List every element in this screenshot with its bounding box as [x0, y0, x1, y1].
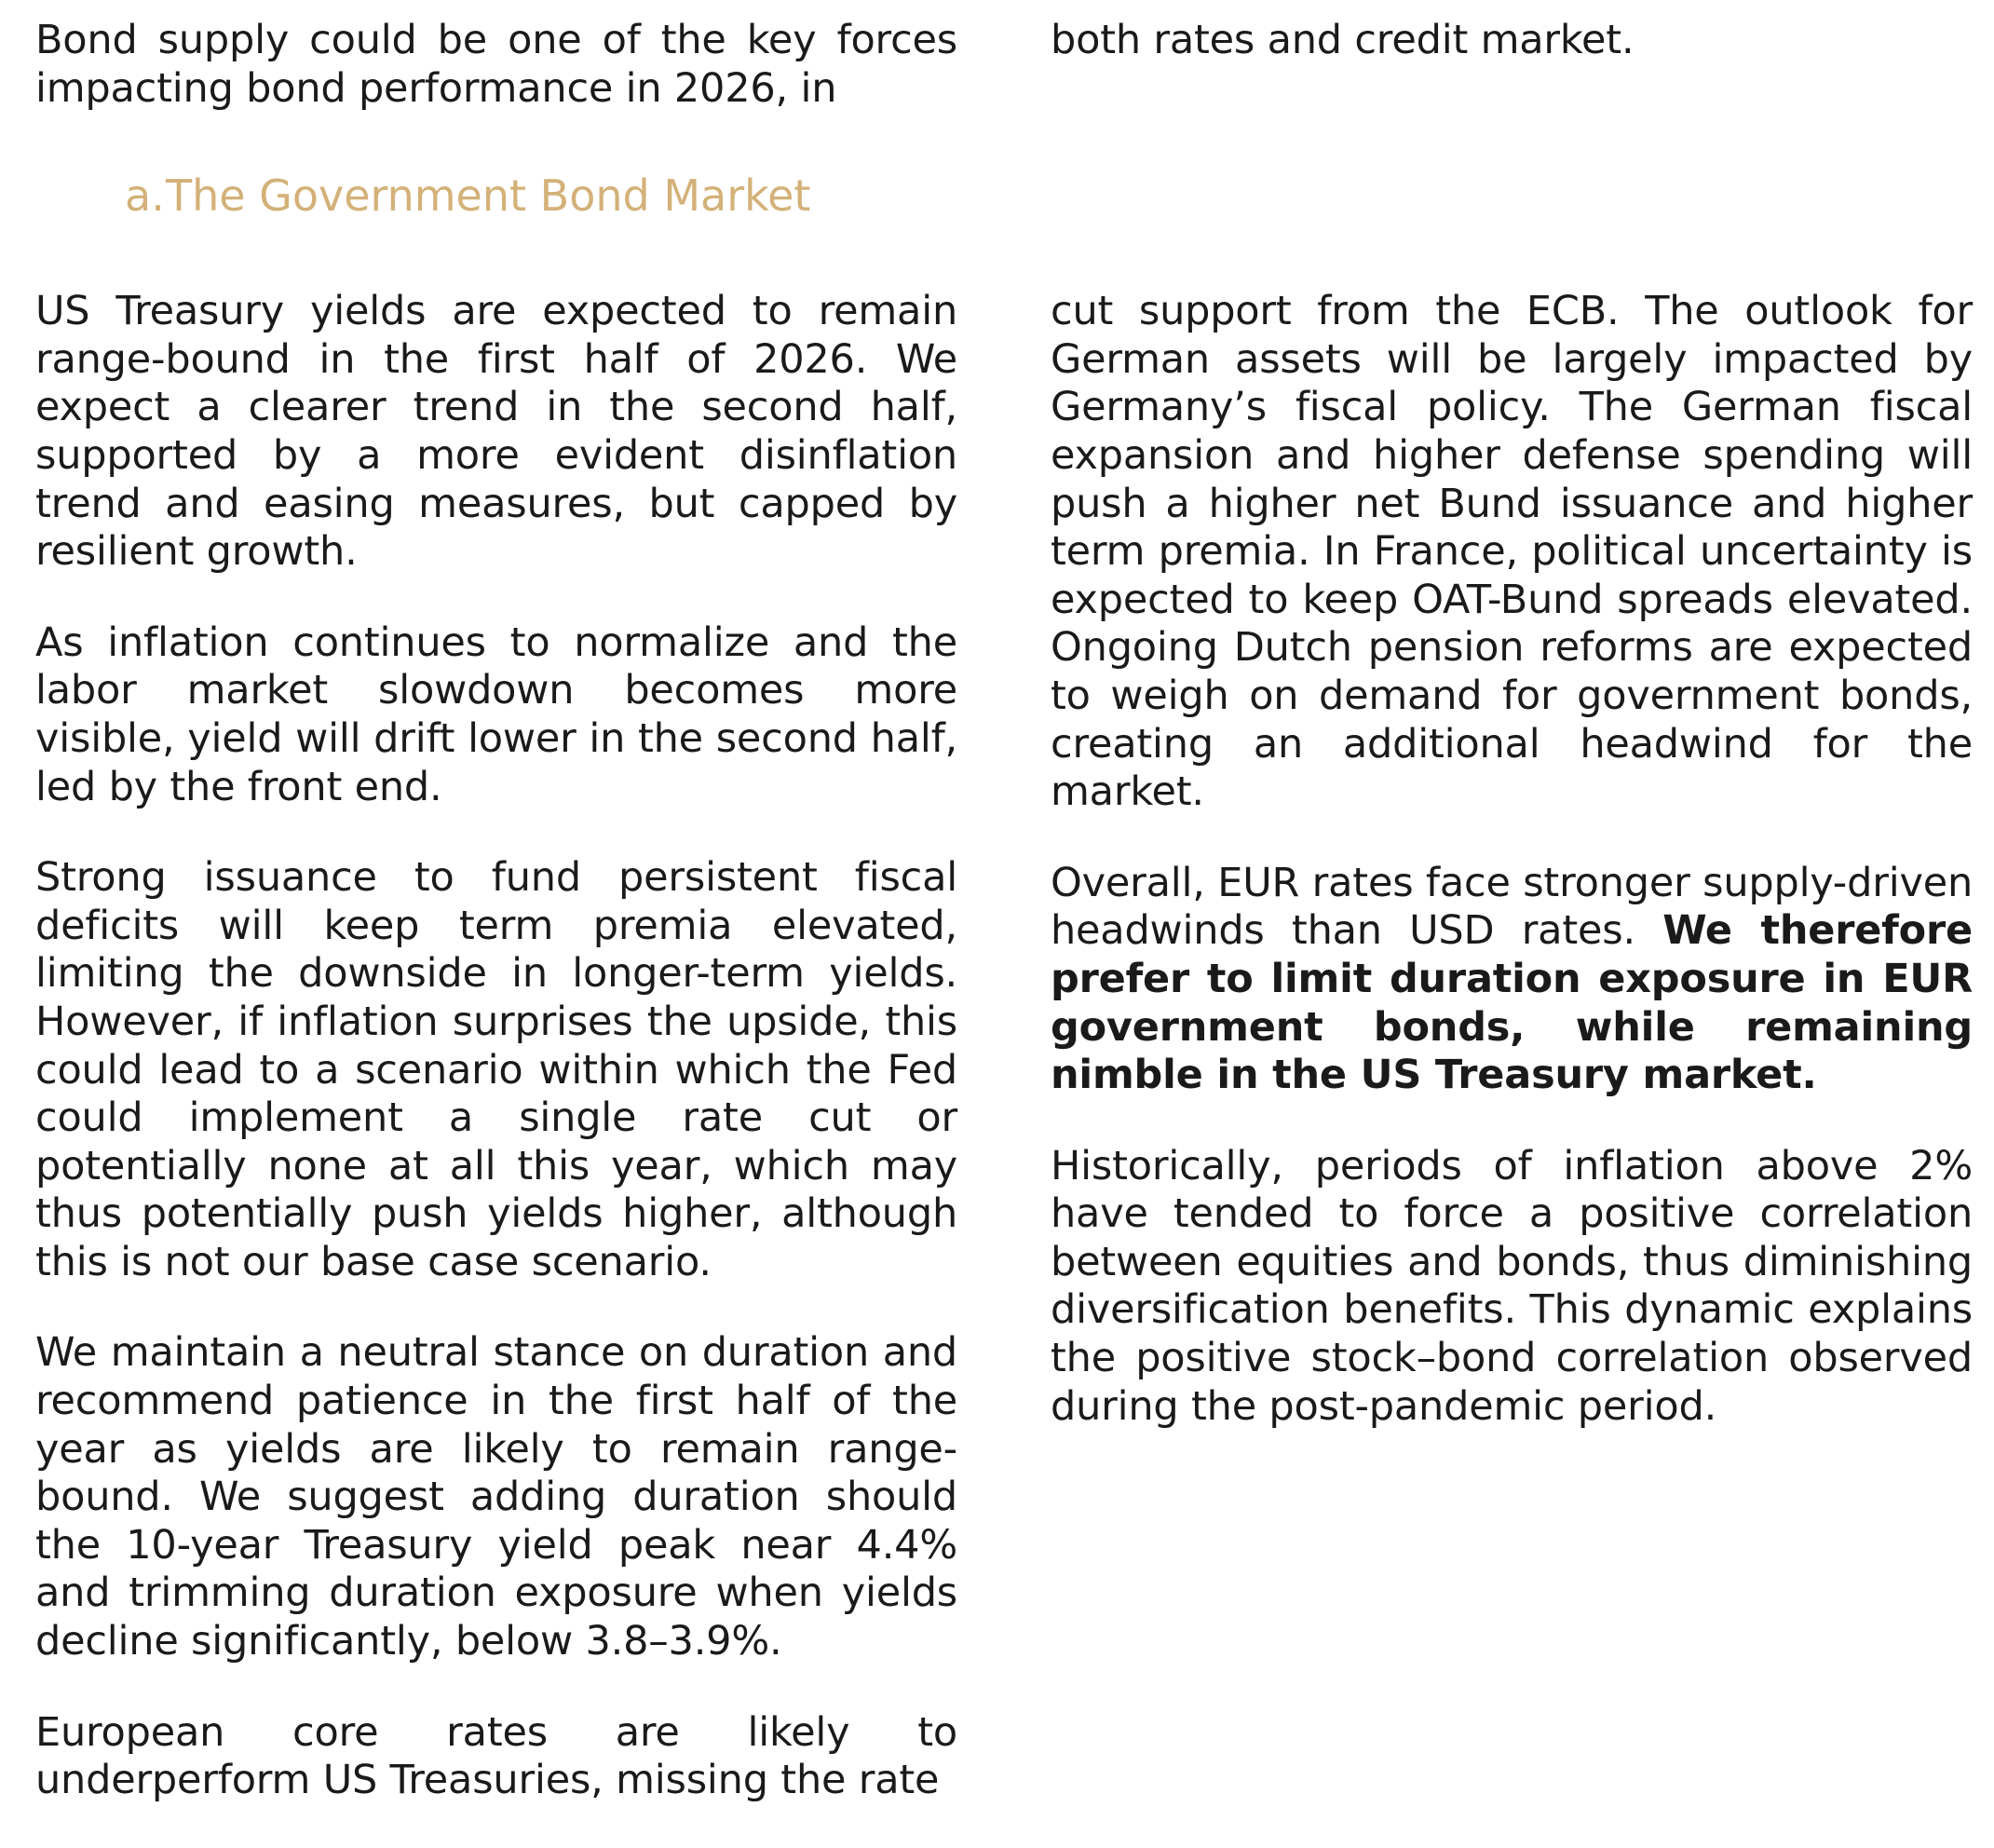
intro-left-paragraph: Bond supply could be one of the key forces impacting bond performance in 2026, in [35, 17, 957, 112]
paragraph: European core rates are likely to underperform US Treasuries, missing the rate [35, 1708, 957, 1804]
document-page [35, 17, 1973, 1804]
paragraph: Historically, periods of inflation above 2% have tended to force a positive correlation between equities and bonds, thus diminishing diversification benefits. This dynamic explains the positive stock–bond correlation observed during the post-pandemic period. [1051, 1142, 1973, 1430]
section-heading [35, 170, 1957, 221]
section-heading-label: a. [125, 170, 165, 222]
paragraph: cut support from the ECB. The outlook for German assets will be largely impacted by Germany’s fiscal policy. The German fiscal expansion and higher defense spending will push a higher net Bund issuance and higher term premia. In France, political uncertainty is expected to keep OAT-Bund spreads elevated. Ongoing Dutch pension reforms are expected to weigh on demand for government bonds, creating an additional headwind for the market. [1051, 288, 1973, 816]
paragraph-with-emphasis [1051, 860, 1973, 1100]
left-column [35, 288, 957, 1848]
intro-columns [35, 17, 1957, 113]
intro-left-column [35, 17, 957, 113]
paragraph: Strong issuance to fund persistent fiscal deficits will keep term premia elevated, limiting the downside in longer-term yields. However, if inflation surprises the upside, this could lead to a scenario within which the Fed could implement a single rate cut or potentially none at all this year, which may thus potentially push yields higher, although this is not our base case scenario. [35, 854, 957, 1285]
body-columns [35, 288, 1973, 1848]
paragraph: US Treasury yields are expected to remain range-bound in the first half of 2026. We expect a clearer trend in the second half, supported by a more evident disinflation trend and easing measures, but capped by resilient growth. [35, 288, 957, 576]
right-column [1051, 288, 1973, 1474]
section-heading-text: The Government Bond Market [166, 170, 811, 222]
paragraph: We maintain a neutral stance on duration and recommend patience in the first half of the year as yields are likely to remain range-bound. We suggest adding duration should the 10-year Treasury yield peak near 4.4% and trimming duration exposure when yields decline significantly, below 3.8–3.9%. [35, 1329, 957, 1665]
paragraph-lead-text: Overall, EUR rates face stronger supply-driven headwinds than USD rates. [1051, 859, 1973, 955]
intro-right-paragraph: both rates and credit market. [1051, 17, 1635, 63]
paragraph: As inflation continues to normalize and the labor market slowdown becomes more visible, yield will drift lower in the second half, led by the front end. [35, 618, 957, 810]
intro-right-column [1051, 17, 1973, 65]
paragraph-emphasis-text: We therefore prefer to limit duration exposure in EUR government bonds, while remaining nimble in the US Treasury market. [1051, 907, 1973, 1099]
